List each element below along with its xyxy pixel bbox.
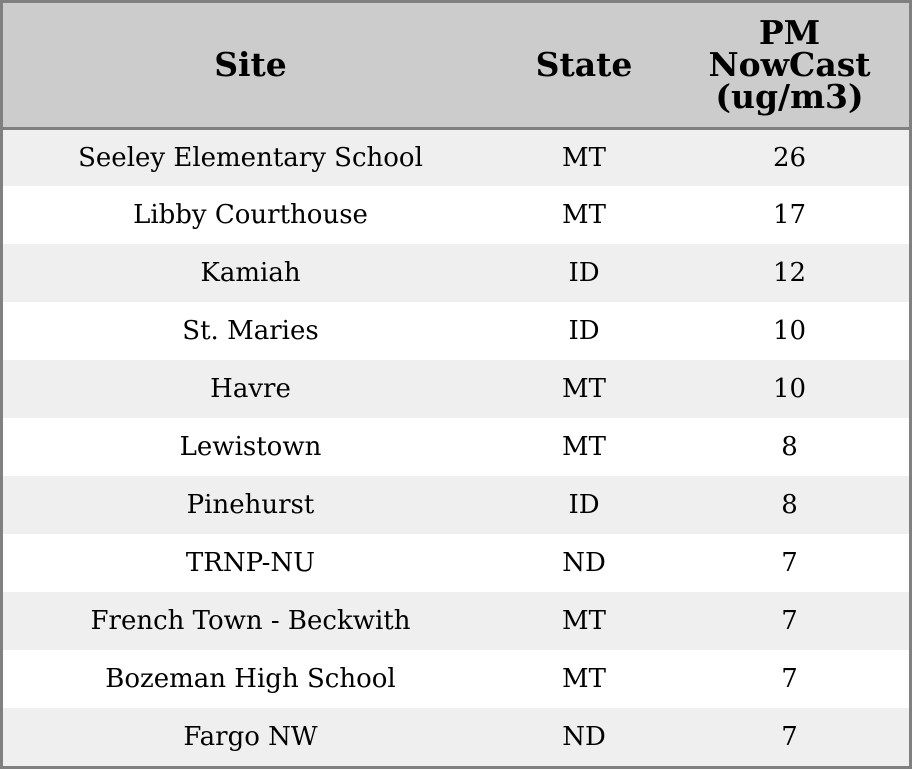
table-row bbox=[3, 592, 909, 650]
state-cell: MT bbox=[562, 432, 606, 462]
pm-value-cell: 8 bbox=[781, 490, 798, 520]
column-header-site bbox=[3, 3, 498, 128]
state-cell: ID bbox=[568, 490, 600, 520]
column-header-pm-line-1: PM bbox=[758, 12, 821, 52]
site-cell: St. Maries bbox=[182, 316, 319, 346]
site-cell: Pinehurst bbox=[186, 490, 315, 520]
column-header-pm-nowcast bbox=[670, 3, 909, 128]
table-row bbox=[3, 302, 909, 360]
state-cell: MT bbox=[562, 374, 606, 404]
column-header-pm-line-2: NowCast bbox=[708, 44, 871, 84]
column-header-site-line: Site bbox=[214, 44, 287, 84]
pm-value-cell: 7 bbox=[781, 664, 798, 694]
site-cell: Seeley Elementary School bbox=[78, 142, 423, 173]
state-cell: ND bbox=[562, 722, 606, 752]
column-header-pm-line-3: (ug/m3) bbox=[715, 76, 864, 116]
table-row bbox=[3, 360, 909, 418]
state-cell: MT bbox=[562, 606, 606, 636]
pm-value-cell: 12 bbox=[772, 258, 807, 288]
site-cell: Kamiah bbox=[200, 258, 301, 288]
table-row bbox=[3, 708, 909, 766]
pm-value-cell: 8 bbox=[781, 432, 798, 462]
site-cell: Havre bbox=[210, 374, 291, 404]
table-row bbox=[3, 186, 909, 244]
state-cell: ID bbox=[568, 316, 600, 346]
site-cell: Bozeman High School bbox=[105, 664, 396, 694]
header-row bbox=[3, 3, 909, 128]
state-cell: ND bbox=[562, 548, 606, 578]
state-cell: ID bbox=[568, 258, 600, 288]
pm-value-cell: 10 bbox=[772, 374, 807, 404]
state-cell: MT bbox=[562, 142, 606, 173]
site-cell: TRNP-NU bbox=[185, 548, 316, 578]
state-cell: MT bbox=[562, 200, 606, 230]
site-cell: Fargo NW bbox=[183, 722, 318, 752]
column-header-state bbox=[498, 3, 670, 128]
table-body bbox=[3, 128, 909, 766]
pm-value-cell: 10 bbox=[772, 316, 807, 346]
table-row bbox=[3, 128, 909, 186]
site-cell: French Town - Beckwith bbox=[90, 606, 411, 636]
pm-value-cell: 26 bbox=[772, 142, 807, 173]
table-row bbox=[3, 476, 909, 534]
column-header-state-line: State bbox=[535, 44, 633, 84]
pm-value-cell: 7 bbox=[781, 722, 798, 752]
table-row bbox=[3, 650, 909, 708]
pm-value-cell: 7 bbox=[781, 606, 798, 636]
site-cell: Libby Courthouse bbox=[133, 200, 368, 230]
table-row bbox=[3, 244, 909, 302]
table-header bbox=[3, 3, 909, 128]
site-cell: Lewistown bbox=[179, 432, 322, 462]
table-row bbox=[3, 534, 909, 592]
pm-value-cell: 7 bbox=[781, 548, 798, 578]
pm-nowcast-table bbox=[3, 3, 909, 766]
state-cell: MT bbox=[562, 664, 606, 694]
table-row bbox=[3, 418, 909, 476]
pm-value-cell: 17 bbox=[772, 200, 807, 230]
